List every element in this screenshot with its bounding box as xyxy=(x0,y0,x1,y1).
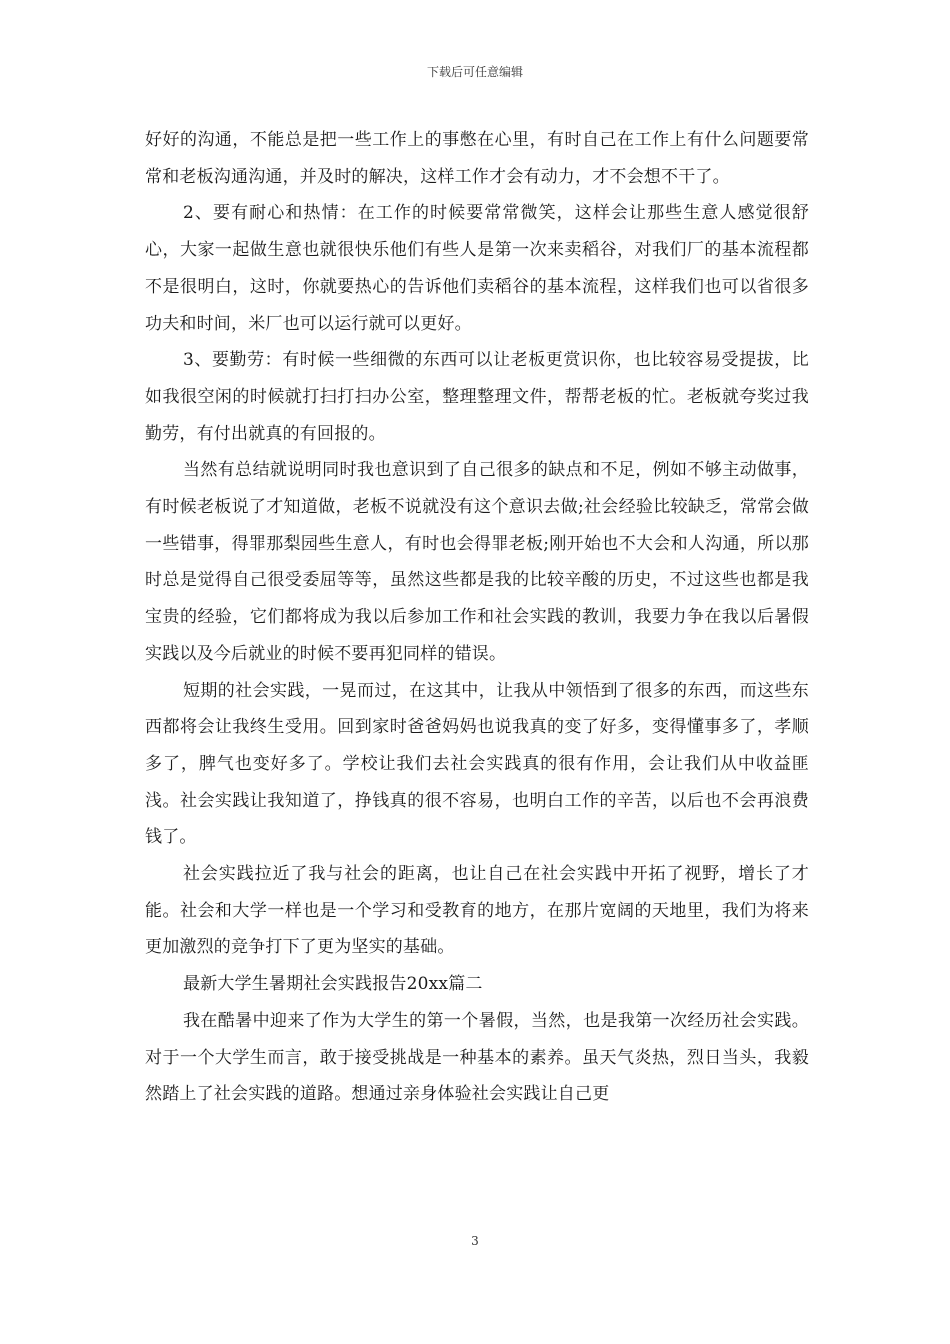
section-heading: 最新大学生暑期社会实践报告20xx篇二 xyxy=(183,974,483,995)
page-number: 3 xyxy=(471,1234,479,1248)
paragraph-1: 好好的沟通，不能总是把一些工作上的事憋在心里，有时自己在工作上有什么问题要常常和老板沟通沟通，并及时的解决，这样工作才会有动力，才不会想不干了。 xyxy=(145,130,809,187)
paragraph-6: 社会实践拉近了我与社会的距离，也让自己在社会实践中开拓了视野，增长了才能。社会和大学一样也是一个学习和受教育的地方，在那片宽阔的天地里，我们为将来更加激烈的竞争打下了更为坚实的基础。 xyxy=(145,864,809,958)
paragraph-7: 我在酷暑中迎来了作为大学生的第一个暑假，当然，也是我第一次经历社会实践。对于一个大学生而言，敢于接受挑战是一种基本的素养。虽天气炎热，烈日当头，我毅然踏上了社会实践的道路。想通过亲身体验社会实践让自己更 xyxy=(145,1010,809,1105)
paragraph-5: 短期的社会实践，一晃而过，在这其中，让我从中领悟到了很多的东西，而这些东西都将会让我终生受用。回到家时爸爸妈妈也说我真的变了好多，变得懂事多了，孝顺多了，脾气也变好多了。学校让我们去社会实践真的很有作用，会让我们从中收益匪浅。社会实践让我知道了，挣钱真的很不容易，也明白工作的辛苦，以后也不会再浪费钱了。 xyxy=(145,680,809,848)
page-header: 下载后可任意编辑 xyxy=(426,65,523,79)
paragraph-2: 2、要有耐心和热情：在工作的时候要常常微笑，这样会让那些生意人感觉很舒心，大家一起做生意也就很快乐他们有些人是第一次来卖稻谷，对我们厂的基本流程都不是很明白，这时，你就要热心的告诉他们卖稻谷的基本流程，这样我们也可以省很多功夫和时间，米厂也可以运行就可以更好。 xyxy=(145,203,809,334)
document-body xyxy=(145,122,809,1113)
paragraph-3: 3、要勤劳：有时候一些细微的东西可以让老板更赏识你，也比较容易受提拔，比如我很空闲的时候就打扫打扫办公室，整理整理文件，帮帮老板的忙。老板就夸奖过我勤劳，有付出就真的有回报的。 xyxy=(145,350,809,444)
paragraph-4: 当然有总结就说明同时我也意识到了自己很多的缺点和不足，例如不够主动做事，有时候老板说了才知道做，老板不说就没有这个意识去做;社会经验比较缺乏，常常会做一些错事，得罪那梨园些生意人，有时也会得罪老板;刚开始也不大会和人沟通，所以那时总是觉得自己很受委屈等等，虽然这些都是我的比较辛酸的历史，不过这些也都是我宝贵的经验，它们都将成为我以后参加工作和社会实践的教训，我要力争在我以后暑假实践以及今后就业的时候不要再犯同样的错误。 xyxy=(145,460,809,664)
